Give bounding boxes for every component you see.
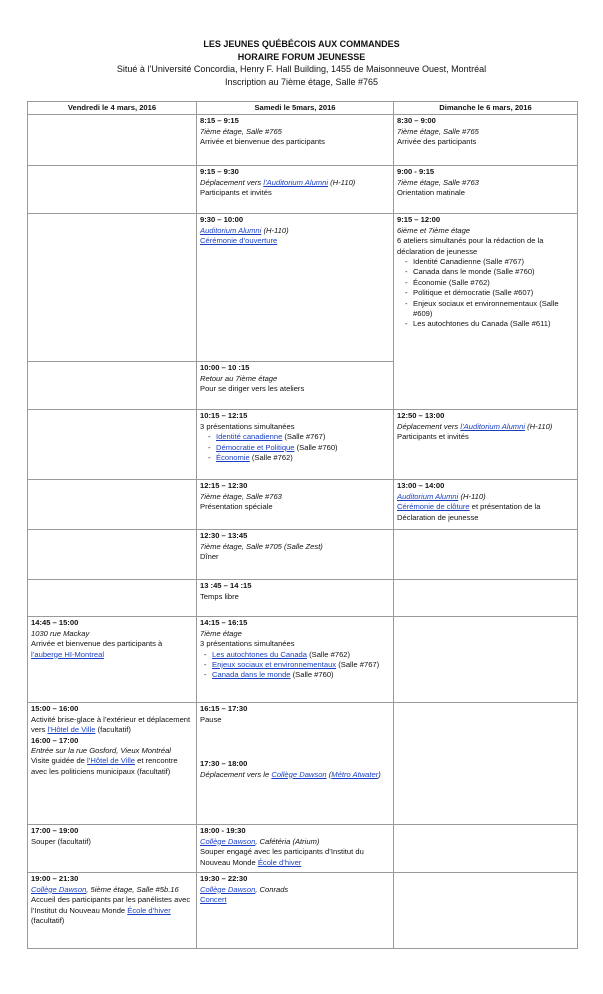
friday-empty-cell: [28, 580, 197, 617]
sat-slot-12: 18:00 - 19:30 Collège Dawson, Cafétéria (Atrium) Souper engagé avec les participants d’Institut du Nouveau Monde École d’hiver: [197, 825, 394, 873]
sat-slot-4: 10:00 – 10 :15 Retour au 7ième étage Pour se diriger vers les ateliers: [197, 362, 394, 410]
friday-empty-cell: [28, 166, 197, 214]
auditorium-alumni-link[interactable]: Auditorium Alumni: [397, 491, 459, 501]
auditorium-alumni-link[interactable]: Auditorium Alumni: [200, 225, 262, 235]
table-row: [28, 873, 578, 949]
fri-slot-2-3: 15:00 – 16:00 Activité brise-glace à l’extérieur et déplacement vers l’Hôtel de Ville (facultatif) 16:00 – 17:00 Entrée sur la rue Gosford, Vieux Montréal Visite guidée de l’Hôtel de Ville et rencontre avec les politiciens municipaux (facultatif): [28, 703, 197, 825]
identity-link[interactable]: Identité canadienne: [216, 432, 283, 442]
table-row: [28, 480, 578, 530]
sat-slot-1: 8:15 – 9:15 7ième étage, Salle #765 Arrivée et bienvenue des participants: [197, 115, 394, 166]
sunday-header: Dimanche le 6 mars, 2016: [394, 102, 578, 115]
list-item: - Économie (Salle #762): [200, 453, 390, 463]
location-line: Situé à l’Université Concordia, Henry F. Hall Building, 1455 de Maisonneuve Ouest, Montréal: [116, 64, 487, 74]
winter-school-link[interactable]: École d’hiver: [127, 905, 171, 915]
sat-slot-7: 12:30 – 13:45 7ième étage, Salle #705 (Salle Zest) Dîner: [197, 530, 394, 580]
saturday-header: Samedi le 5mars, 2016: [197, 102, 394, 115]
table-row: [28, 530, 578, 580]
title-line-1: LES JEUNES QUÉBÉCOIS AUX COMMANDES: [203, 39, 400, 49]
canada-world-link[interactable]: Canada dans le monde: [212, 670, 291, 680]
title-line-2: HORAIRE FORUM JEUNESSE: [237, 51, 366, 62]
fri-slot-1: 14:45 – 15:00 1030 rue Mackay Arrivée et bienvenue des participants à l’auberge HI-Montreal: [28, 617, 197, 703]
dawson-college-link[interactable]: Collège Dawson: [271, 769, 327, 779]
auditorium-alumni-link[interactable]: l’Auditorium Alumni: [263, 177, 329, 187]
fri-slot-5: 19:00 – 21:30 Collège Dawson, 5ième étage, Salle #5b.16 Accueil des participants par les panélistes avec l’Institut du Nouveau Monde École d’hiver (facultatif): [28, 873, 197, 949]
presentation-list: [200, 432, 390, 463]
document-header: [0, 38, 603, 88]
table-row: [28, 166, 578, 214]
table-row: [28, 410, 578, 480]
list-item: - Canada dans le monde (Salle #760): [200, 670, 390, 680]
sat-slot-13: 19:30 – 22:30 Collège Dawson, Conrads Concert: [197, 873, 394, 949]
hostel-link[interactable]: l’auberge HI-Montreal: [31, 649, 105, 659]
friday-empty-cell: [28, 530, 197, 580]
dawson-college-link[interactable]: Collège Dawson: [31, 884, 87, 894]
sunday-empty-cell: [394, 873, 578, 949]
list-item: - Canada dans le monde (Salle #760): [397, 267, 574, 277]
table-row: [28, 214, 578, 362]
sunday-empty-cell: [394, 825, 578, 873]
winter-school-link[interactable]: École d’hiver: [257, 857, 302, 867]
friday-empty-cell: [28, 410, 197, 480]
city-hall-link[interactable]: l’Hôtel de Ville: [47, 725, 96, 735]
sunday-empty-cell: [394, 617, 578, 703]
aboriginals-link[interactable]: Les autochtones du Canada: [212, 649, 307, 659]
sun-slot-3: 9:15 – 12:00 6ième et 7ième étage 6 ateliers simultanés pour la rédaction de la déclaration de jeunesse - Identité Canadienne (Salle #767) - Canada dans le monde (Salle #760) - Économie (Salle #762) - Politique et démocratie (Salle #607) - Enjeux sociaux et environnementaux (Salle #609) - Les autochtones du Canada (Salle #611): [394, 214, 578, 410]
dawson-college-link[interactable]: Collège Dawson: [200, 836, 256, 846]
friday-header: Vendredi le 4 mars, 2016: [28, 102, 197, 115]
sunday-empty-cell: [394, 530, 578, 580]
sat-slot-6: 12:15 – 12:30 7ième étage, Salle #763 Présentation spéciale: [197, 480, 394, 530]
opening-ceremony-link[interactable]: Cérémonie d’ouverture: [200, 236, 278, 246]
sat-slot-9: 14:15 – 16:15 7ième étage 3 présentations simultanées - Les autochtones du Canada (Salle #762) - Enjeux sociaux et environnementaux (Salle #767) - Canada dans le monde (Salle #760): [197, 617, 394, 703]
list-item: - Enjeux sociaux et environnementaux (Salle #609): [397, 299, 574, 320]
auditorium-alumni-link[interactable]: l’Auditorium Alumni: [460, 421, 526, 431]
democracy-link[interactable]: Démocratie et Politique: [216, 442, 295, 452]
sun-slot-5: 12:50 – 13:00 Déplacement vers l’Auditorium Alumni (H-110) Participants et invités: [394, 410, 578, 480]
sunday-empty-cell: [394, 703, 578, 825]
list-item: - Enjeux sociaux et environnementaux (Salle #767): [200, 660, 390, 670]
sat-slot-10-11: 16:15 – 17:30 Pause 17:30 – 18:00 Déplacement vers le Collège Dawson (Métro Atwater): [197, 703, 394, 825]
friday-empty-cell: [28, 214, 197, 362]
friday-empty-cell: [28, 362, 197, 410]
sat-slot-3: 9:30 – 10:00 Auditorium Alumni (H-110) Cérémonie d’ouverture: [197, 214, 394, 362]
concert-link[interactable]: Concert: [200, 895, 227, 905]
presentation-list: [200, 650, 390, 681]
table-row: [28, 115, 578, 166]
dawson-college-link[interactable]: Collège Dawson: [200, 884, 256, 894]
list-item: - Les autochtones du Canada (Salle #611): [397, 319, 574, 329]
sat-slot-5: 10:15 – 12:15 3 présentations simultanées - Identité canadienne (Salle #767) - Démocratie et Politique (Salle #760) - Économie (Salle #762): [197, 410, 394, 480]
table-row: [28, 703, 578, 825]
sun-slot-6: 13:00 – 14:00 Auditorium Alumni (H-110) Cérémonie de clôture et présentation de la Déclaration de jeunesse: [394, 480, 578, 530]
list-item: - Politique et démocratie (Salle #607): [397, 288, 574, 298]
sunday-empty-cell: [394, 580, 578, 617]
fri-slot-4: 17:00 – 19:00 Souper (facultatif): [28, 825, 197, 873]
friday-empty-cell: [28, 480, 197, 530]
workshop-list: [397, 257, 574, 330]
schedule-table: [27, 101, 578, 949]
sat-slot-2: 9:15 – 9:30 Déplacement vers l’Auditorium Alumni (H-110) Participants et invités: [197, 166, 394, 214]
table-row: [28, 580, 578, 617]
metro-atwater-link[interactable]: Métro Atwater: [331, 769, 379, 779]
social-issues-link[interactable]: Enjeux sociaux et environnementaux: [212, 660, 337, 670]
sun-slot-2: 9:00 - 9:15 7ième étage, Salle #763 Orientation matinale: [394, 166, 578, 214]
list-item: - Identité Canadienne (Salle #767): [397, 257, 574, 267]
list-item: - Économie (Salle #762): [397, 278, 574, 288]
table-row: [28, 825, 578, 873]
table-row: [28, 617, 578, 703]
economy-link[interactable]: Économie: [216, 453, 250, 463]
list-item: - Identité canadienne (Salle #767): [200, 432, 390, 442]
registration-line: Inscription au 7ième étage, Salle #765: [224, 76, 379, 87]
friday-empty-cell: [28, 115, 197, 166]
closing-ceremony-link[interactable]: Cérémonie de clôture: [397, 502, 470, 512]
list-item: - Les autochtones du Canada (Salle #762): [200, 650, 390, 660]
sat-slot-8: 13 :45 – 14 :15 Temps libre: [197, 580, 394, 617]
sun-slot-1: 8:30 – 9:00 7ième étage, Salle #765 Arrivée des participants: [394, 115, 578, 166]
day-header-row: [28, 102, 578, 115]
list-item: - Démocratie et Politique (Salle #760): [200, 443, 390, 453]
city-hall-link[interactable]: l’Hôtel de Ville: [87, 756, 135, 766]
